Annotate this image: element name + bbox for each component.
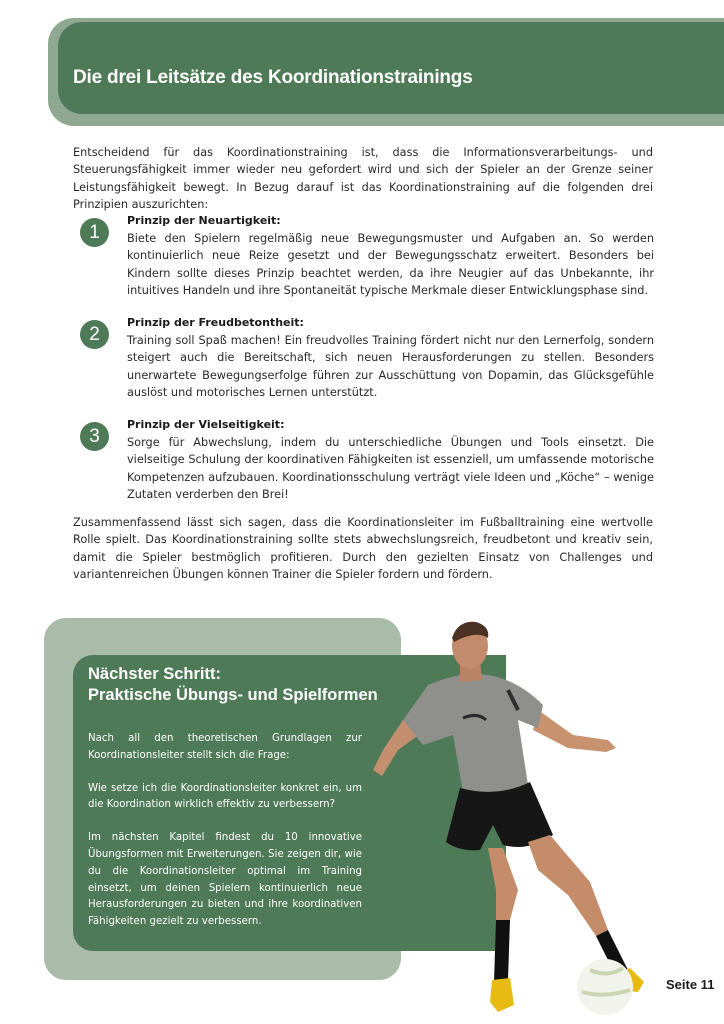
next-step-title-line2: Praktische Übungs- und Spielformen — [88, 686, 378, 704]
principle-text: Sorge für Abwechslung, indem du unterschiedliche Übungen und Tools einsetzt. Die vielseitige Schulung der koordinativen Fähigkeiten ist essenziell, um umfassende motorische Kompetenzen aufzubauen. Koordinationsschulung verträgt viele Ideen und „Köche“ – wenige Zutaten verderben den Brei! — [127, 436, 654, 501]
next-step-title — [88, 664, 378, 706]
page-number: Seite 11 — [666, 977, 715, 992]
principle-text: Training soll Spaß machen! Ein freudvolles Training fördert nicht nur den Lernerfolg, sondern steigert auch die Bereitschaft, sich neuen Herausforderungen zu stellen. Besonders unerwartete Bewegungserfolge führen zur Ausschüttung von Dopamin, das Glücksgefühle auslöst und motorisches Lernen unterstützt. — [127, 334, 654, 399]
principle-title: Prinzip der Vielseitigkeit: — [127, 418, 285, 431]
next-step-paragraph: Nach all den theoretischen Grundlagen zur Koordinationsleiter stellt sich die Frage: — [88, 733, 362, 761]
next-step-text — [88, 731, 362, 947]
next-step-paragraph: Im nächsten Kapitel findest du 10 innovative Übungsformen mit Erweiterungen. Sie zeigen dir, wie du die Koordinationsleiter optimal im Training einsetzt, um deinen Spielern kontinuierlich neue Herausforderungen zu bieten und ihre koordinativen Fähigkeiten gezielt zu verbessern. — [88, 832, 362, 928]
intro-paragraph: Entscheidend für das Koordinationstraining ist, dass die Informationsverarbeitungs- und Steuerungsfähigkeit immer wieder neu gefordert wird und sich der Spieler an der Grenze seiner Leistungsfähigkeit bewegt. In Bezug darauf ist das Koordinationstraining auf die folgenden drei Prinzipien auszurichten: — [73, 146, 653, 211]
principle-title: Prinzip der Freudbetontheit: — [127, 316, 304, 329]
football-player-image — [368, 620, 668, 1024]
principle-text: Biete den Spielern regelmäßig neue Bewegungsmuster und Aufgaben an. So werden kontinuierlich neue Reize gesetzt und der Bewegungsschatz erweitert. Besonders bei Kindern sollte dieses Prinzip beachtet werden, da ihre Neugier auf das Unbekannte, ihr intuitives Handeln und ihre Spontaneität typische Merkmale dieser Entwicklungsphase sind. — [127, 232, 654, 297]
page-title: Die drei Leitsätze des Koordinationstrainings — [73, 67, 473, 88]
next-step-paragraph: Wie setze ich die Koordinationsleiter konkret ein, um die Koordination wirklich effektiv zu verbessern? — [88, 782, 362, 811]
principle-title: Prinzip der Neuartigkeit: — [127, 214, 281, 227]
summary-paragraph: Zusammenfassend lässt sich sagen, dass die Koordinationsleiter im Fußballtraining eine wertvolle Rolle spielt. Das Koordinationstraining sollte stets abwechslungsreich, freudbetont und kreativ sein, damit die Spieler bestmöglich profitieren. Durch den gezielten Einsatz von Challenges und variantenreichen Übungen können Trainer die Spieler fordern und fördern. — [73, 516, 653, 581]
number-badge: 3 — [80, 422, 109, 451]
number-badge: 1 — [80, 218, 109, 247]
number-badge: 2 — [80, 320, 109, 349]
next-step-title-line1: Nächster Schritt: — [88, 665, 221, 683]
